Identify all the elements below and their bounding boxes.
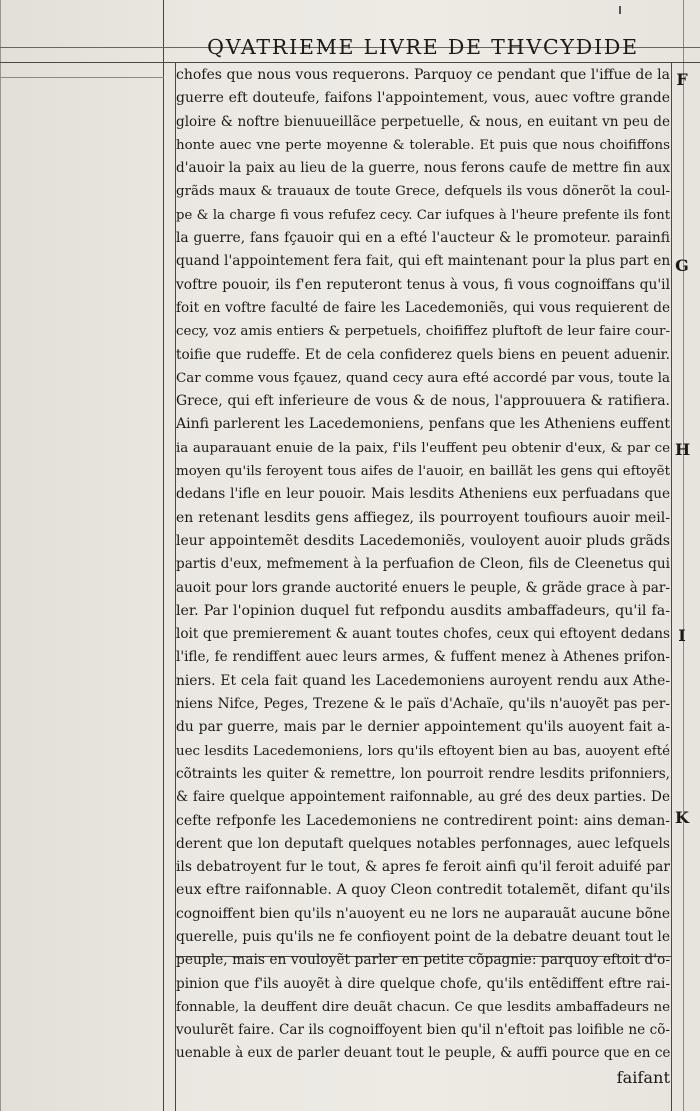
text-line: du par guerre, mais par le dernier appointement qu'ils auoyent fait a- xyxy=(176,719,670,736)
text-line: uec lesdits Lacedemoniens, lors qu'ils eftoyent bien au bas, auoyent efté xyxy=(176,743,670,759)
text-line: fonnable, la deuffent dire deuãt chacun. Ce que lesdits ambaffadeurs ne xyxy=(176,999,670,1015)
text-line: guerre eft douteufe, faifons l'appointement, vous, auec voftre grande xyxy=(176,90,670,107)
text-line: loit que premierement & auant toutes chofes, ceux qui eftoyent dedans xyxy=(176,626,670,643)
text-line: en retenant lesdits gens affiegez, ils pourroyent toufiours auoir meil- xyxy=(176,509,670,526)
text-line: grãds maux & trauaux de toute Grece, defquels ils vous dõnerõt la coul- xyxy=(176,184,670,200)
margin-letter-f: F xyxy=(676,70,688,89)
text-line: auoit pour lors grande auctorité enuers le peuple, & grãde grace à par- xyxy=(176,579,670,596)
text-line: uenable à eux de parler deuant tout le peuple, & auffi pource que en ce xyxy=(176,1045,671,1062)
text-line: la guerre, fans fçauoir qui en a efté l'aucteur & le promoteur. parainfi xyxy=(176,230,670,247)
text-line: Car comme vous fçauez, quand cecy aura efté accordé par vous, toute la xyxy=(176,370,670,386)
margin-letter-i: I xyxy=(678,626,686,645)
text-line: niers. Et cela fait quand les Lacedemoniens auroyent rendu aux Athe- xyxy=(176,672,670,689)
text-line: derent que lon deputaft quelques notables perfonnages, auec lefquels xyxy=(176,835,670,852)
text-line: ia auparauant enuie de la paix, f'ils l'euffent peu obtenir d'eux, & par ce xyxy=(176,440,670,456)
main-text-block xyxy=(176,64,670,1089)
running-head: QVATRIEME LIVRE DE THVCYDIDE xyxy=(207,35,639,59)
text-line: toifie que rudeffe. Et de cela confiderez quels biens en peuent aduenir. xyxy=(176,346,670,363)
text-line: voulurẽt faire. Car ils cognoiffoyent bien qu'il n'eftoit pas loifible ne cõ- xyxy=(176,1022,670,1039)
text-line: dedans l'ifle en leur pouoir. Mais lesdits Atheniens eux perfuadans que xyxy=(176,486,670,503)
margin-letter-k: K xyxy=(675,808,689,827)
text-line: Ainfi parlerent les Lacedemoniens, penfans que les Atheniens euffent xyxy=(176,416,670,433)
text-line: cecy, voz amis entiers & perpetuels, choififfez pluftoft de leur faire cour- xyxy=(176,324,670,340)
text-line: pe & la charge fi vous refufez cecy. Car iufques à l'heure prefente ils font xyxy=(176,207,670,223)
text-line: querelle, puis qu'ils ne fe confioyent point de la debatre deuant tout le xyxy=(176,928,670,945)
outer-margin-rule xyxy=(163,0,164,1111)
text-line: ils debatroyent fur le tout, & apres fe feroit ainfi qu'il feroit aduifé par xyxy=(176,859,670,876)
fore-edge-rule xyxy=(683,0,684,1111)
text-line: d'auoir la paix au lieu de la guerre, nous ferons caufe de mettre fin aux xyxy=(176,160,670,177)
text-line: Grece, qui eft inferieure de vous & de nous, l'approuuera & ratifiera. xyxy=(176,393,670,410)
text-line: voftre pouoir, ils f'en reputeront tenus à vous, fi vous cognoiffans qu'il xyxy=(176,276,670,293)
ink-speck xyxy=(619,6,621,14)
text-line: eux eftre raifonnable. A quoy Cleon contredit totalemẽt, difant qu'ils xyxy=(176,882,670,899)
catchword: faifant xyxy=(616,1067,670,1087)
text-line: cognoiffent bien qu'ils n'auoyent eu ne lors ne auparauãt aucune bõne xyxy=(176,905,670,922)
text-line: honte auec vne perte moyenne & tolerable. Et puis que nous choififfons xyxy=(176,137,670,153)
text-right-rule xyxy=(671,62,672,1111)
head-rule-bottom xyxy=(0,62,700,63)
text-line: l'ifle, fe rendiffent auec leurs armes, & fuffent menez à Athenes prifon- xyxy=(176,649,670,666)
text-line: cefte refponfe les Lacedemoniens ne contredirent point: ains deman- xyxy=(176,812,670,829)
text-line: gloire & noftre bienuueillãce perpetuelle, & nous, en euitant vn peu de xyxy=(176,113,670,130)
text-line: cõtraints les quiter & remettre, lon pourroit rendre lesdits prifonniers, xyxy=(176,765,670,782)
margin-letter-h: H xyxy=(675,440,691,459)
text-line: moyen qu'ils feroyent tous aifes de l'auoir, en baillãt les gens qui eftoyẽt xyxy=(176,464,670,480)
text-line: ler. Par l'opinion duquel fut refpondu ausdits ambaffadeurs, qu'il fa- xyxy=(176,602,670,619)
margin-letter-g: G xyxy=(675,256,689,275)
text-line: & faire quelque appointement raifonnable, au gré des deux parties. De xyxy=(176,789,670,806)
text-line: niens Nifce, Peges, Trezene & le païs d'Achaïe, qu'ils n'auoyẽt pas per- xyxy=(176,696,670,713)
text-line: pinion que f'ils auoyẽt à dire quelque chofe, qu'ils entẽdiffent eftre rai- xyxy=(176,975,670,992)
margin-rule xyxy=(0,77,164,78)
text-line: leur appointemẽt desdits Lacedemoniẽs, vouloyent auoir pluds grãds xyxy=(176,532,670,549)
text-line: chofes que nous vous requerons. Parquoy ce pendant que l'iffue de la xyxy=(176,67,670,83)
text-line: quand l'appointement fera fait, qui eft maintenant pour la plus part en xyxy=(176,253,671,270)
text-line: partis d'eux, mefmement à la perfuafion de Cleon, fils de Cleenetus qui xyxy=(176,556,670,573)
page-edge-line xyxy=(0,0,1,1111)
text-line: foit en voftre faculté de faire les Lacedemoniẽs, qui vous requierent de xyxy=(176,299,670,316)
text-line: peuple, mais en vouloyẽt parler en petite cõpagnie: parquoy eftoit d'o- xyxy=(176,952,670,969)
